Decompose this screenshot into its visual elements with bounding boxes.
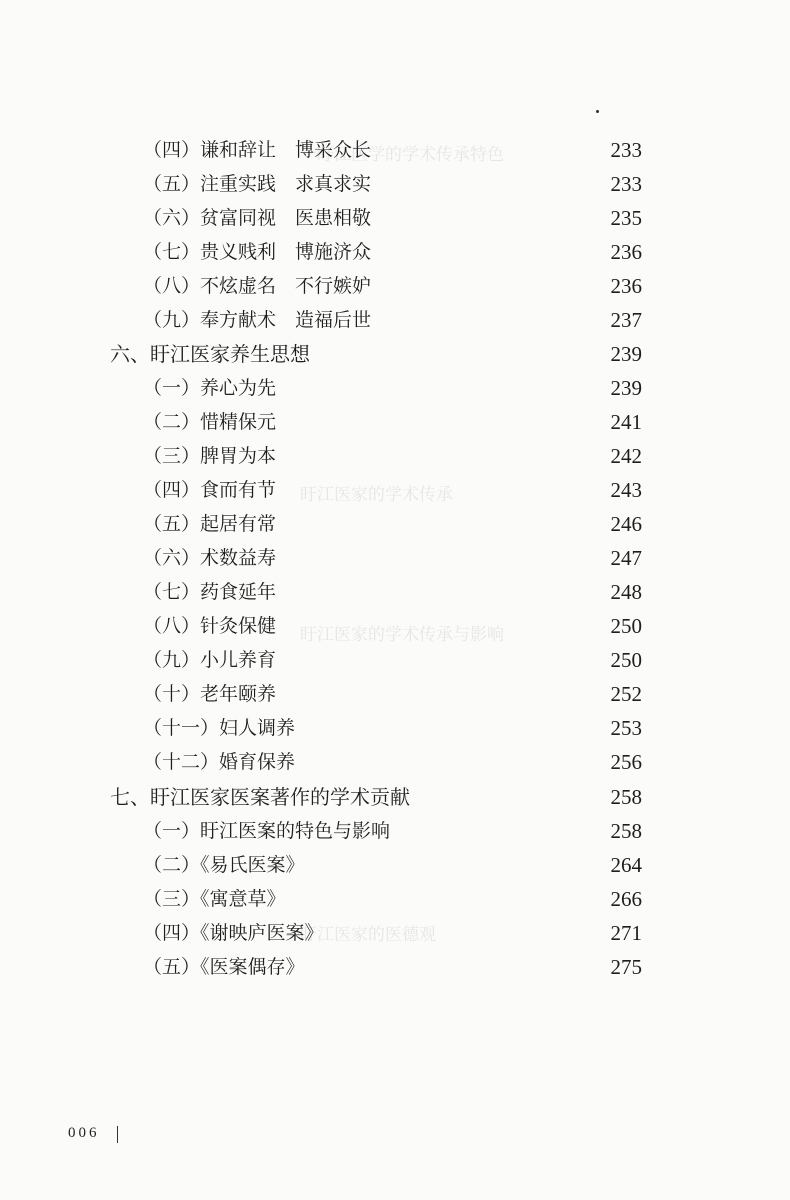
toc-entry-title: （一）养心为先 bbox=[143, 377, 277, 399]
toc-entry-page: 236 bbox=[610, 274, 642, 298]
toc-section-page: 258 bbox=[610, 785, 642, 809]
toc-entry-title: （七）贵义贱利 博施济众 bbox=[143, 241, 372, 263]
toc-entry[interactable] bbox=[143, 473, 276, 507]
toc-entry[interactable] bbox=[143, 848, 305, 882]
toc-entry[interactable] bbox=[143, 405, 276, 439]
toc-entry[interactable] bbox=[143, 609, 276, 643]
toc-entry[interactable] bbox=[143, 269, 371, 303]
toc-entry-title: （八）针灸保健 bbox=[143, 615, 277, 637]
toc-entry-page: 235 bbox=[610, 206, 642, 230]
toc-entry-page: 236 bbox=[610, 240, 642, 264]
toc-entry[interactable] bbox=[143, 167, 371, 201]
toc-entry[interactable] bbox=[143, 916, 324, 950]
toc-entry-title: （二）《易氏医案》 bbox=[143, 854, 305, 876]
toc-section-page: 239 bbox=[610, 342, 642, 366]
toc-entry-page: 264 bbox=[610, 853, 642, 877]
toc-entry[interactable] bbox=[143, 541, 276, 575]
toc-entry-title: （十二）婚育保养 bbox=[143, 751, 296, 773]
toc-entry-title: （四）谦和辞让 博采众长 bbox=[143, 139, 372, 161]
toc-entry[interactable] bbox=[143, 711, 295, 745]
toc-entry-page: 253 bbox=[610, 716, 642, 740]
page-folio: 006 bbox=[68, 1125, 100, 1141]
toc-section-title: 六、盱江医家养生思想 bbox=[110, 342, 310, 366]
toc-entry-page: 275 bbox=[610, 955, 642, 979]
toc-entry-title: （三）脾胃为本 bbox=[143, 445, 277, 467]
toc-entry[interactable] bbox=[143, 303, 371, 337]
toc-entry-page: 250 bbox=[610, 614, 642, 638]
toc-section[interactable] bbox=[110, 780, 410, 814]
toc-entry-page: 256 bbox=[610, 750, 642, 774]
toc-entry-title: （五）注重实践 求真求实 bbox=[143, 173, 372, 195]
toc-entry-page: 243 bbox=[610, 478, 642, 502]
toc-entry-title: （四）食而有节 bbox=[143, 479, 277, 501]
toc-entry-title: （十一）妇人调养 bbox=[143, 717, 296, 739]
toc-entry[interactable] bbox=[143, 643, 276, 677]
toc-entry-page: 271 bbox=[610, 921, 642, 945]
toc-entry[interactable] bbox=[143, 371, 276, 405]
toc-entry-page: 247 bbox=[610, 546, 642, 570]
toc-entry-page: 258 bbox=[610, 819, 642, 843]
toc-entry-title: （三）《寓意草》 bbox=[143, 888, 286, 910]
toc-entry[interactable] bbox=[143, 439, 276, 473]
toc-entry[interactable] bbox=[143, 882, 286, 916]
toc-entry-page: 266 bbox=[610, 887, 642, 911]
toc-entry-title: （四）《谢映庐医案》 bbox=[143, 922, 324, 944]
toc-entry-page: 233 bbox=[610, 172, 642, 196]
toc-section-title: 七、盱江医家医案著作的学术贡献 bbox=[110, 785, 410, 809]
toc-entry-title: （十）老年颐养 bbox=[143, 683, 277, 705]
toc-entry-page: 252 bbox=[610, 682, 642, 706]
toc-entry-page: 233 bbox=[610, 138, 642, 162]
toc-entry[interactable] bbox=[143, 950, 305, 984]
toc-entry-title: （五）《医案偶存》 bbox=[143, 956, 305, 978]
toc-entry-page: 248 bbox=[610, 580, 642, 604]
folio-divider bbox=[117, 1126, 118, 1143]
toc-entry[interactable] bbox=[143, 201, 371, 235]
toc-entry[interactable] bbox=[143, 133, 371, 167]
toc-entry-title: （六）术数益寿 bbox=[143, 547, 277, 569]
toc-entry[interactable] bbox=[143, 814, 390, 848]
toc-entry-page: 250 bbox=[610, 648, 642, 672]
toc-entry-title: （二）惜精保元 bbox=[143, 411, 277, 433]
toc-entry-title: （五）起居有常 bbox=[143, 513, 277, 535]
page-speck bbox=[596, 110, 599, 113]
toc-entry-page: 237 bbox=[610, 308, 642, 332]
toc-entry[interactable] bbox=[143, 235, 371, 269]
toc-entry[interactable] bbox=[143, 507, 276, 541]
toc-entry-title: （六）贫富同视 医患相敬 bbox=[143, 207, 372, 229]
toc-page: 一盱江医学的学术传承特色 盱江医家的学术传承 盱江医家的学术传承与影响 盱江医家的医德观 （四）谦和辞让 博采众长 233 （五）注重实践 求真求实 233 （六）贫富同视 医患相敬 235 （七）贵义贱利 博施济众 236 （八）不炫虚名 不行嫉妒 236 （九）奉方献术 造福后世 237 六、盱江医家养生思想 239 （一）养心为先 239 （二）惜精保元 241 （三）脾胃为本 242 （四）食而有节 243 （五）起居有常 246 （六）术数益寿 247 （七）药食延年 248 （八）针灸保健 250 （九）小儿养育 250 （十）老年颐养 252 （十一）妇人调养 253 （十二）婚育保养 256 七、盱江医家医案著作的学术贡献 258 （一）盱江医案的特色与影响 258 （二）《易氏医案》 264 （三）《寓意草》 266 （四）《谢映庐医案》 271 （五）《医案偶存》 275 006 bbox=[0, 0, 790, 1200]
toc-entry-title: （九）奉方献术 造福后世 bbox=[143, 309, 372, 331]
toc-entry-title: （一）盱江医案的特色与影响 bbox=[143, 820, 391, 842]
toc-entry-title: （七）药食延年 bbox=[143, 581, 277, 603]
toc-entry-title: （八）不炫虚名 不行嫉妒 bbox=[143, 275, 372, 297]
toc-section[interactable] bbox=[110, 337, 310, 371]
toc-entry[interactable] bbox=[143, 677, 276, 711]
toc-entry-page: 246 bbox=[610, 512, 642, 536]
toc-entry-page: 241 bbox=[610, 410, 642, 434]
toc-entry-title: （九）小儿养育 bbox=[143, 649, 277, 671]
toc-entry[interactable] bbox=[143, 745, 295, 779]
toc-entry-page: 242 bbox=[610, 444, 642, 468]
toc-entry[interactable] bbox=[143, 575, 276, 609]
toc-entry-page: 239 bbox=[610, 376, 642, 400]
